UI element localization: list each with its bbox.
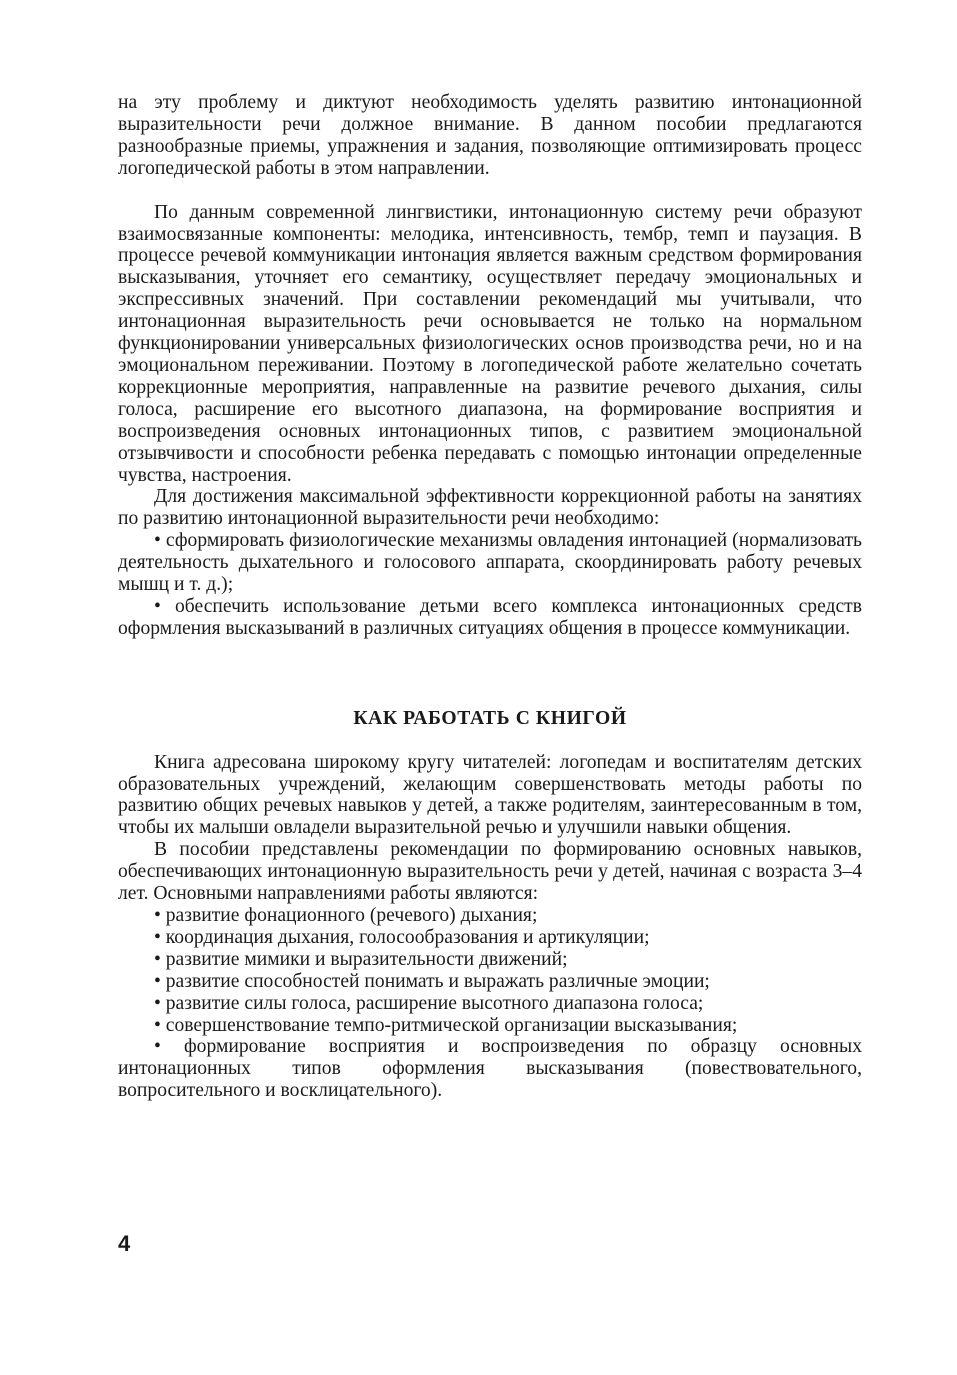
list-item: • сформировать физиологические механизмы овладения интонацией (нормализовать деятельность дыхательного и голосового аппарата, скоординировать работу речевых мышц и т. д.); [118,530,862,596]
directions-bullet-list [118,905,862,1102]
efficiency-bullet-list [118,530,862,640]
list-item: • координация дыхания, голосообразования и артикуляции; [154,926,650,948]
list-item: • совершенствование темпо-ритмической организации высказывания; [154,1014,738,1036]
page-number: 4 [118,1231,131,1256]
intro-continuation-paragraph: на эту проблему и диктуют необходимость уделять развитию интонационной выразительности речи должное внимание. В данном пособии предлагаются разнообразные приемы, упражнения и задания, позволяющие оптимизировать процесс логопедической работы в этом направлении. [118,92,862,179]
list-item: • формирование восприятия и воспроизведения по образцу основных интонационных типов оформления высказывания (повествовательного, вопросительного и восклицательного). [118,1036,862,1102]
directions-paragraph: В пособии представлены рекомендации по формированию основных навыков, обеспечивающих интонационную выразительность речи у детей, начиная с возраста 3–4 лет. Основными направлениями работы являются: [118,839,862,905]
list-item: • обеспечить использование детьми всего комплекса интонационных средств оформления высказываний в различных ситуациях общения в процессе коммуникации. [118,595,862,639]
audience-paragraph: Книга адресована широкому кругу читателей: логопедам и воспитателям детских образовательных учреждений, желающим совершенствовать методы работы по развитию общих речевых навыков у детей, а также родителям, заинтересованным в том, чтобы их малыши овладели выразительной речью и улучшили навыки общения. [118,751,862,839]
list-item: • развитие фонационного (речевого) дыхания; [154,905,538,926]
list-item: • развитие способностей понимать и выражать различные эмоции; [154,970,710,992]
page-body [118,92,862,1102]
efficiency-paragraph: Для достижения максимальной эффективности коррекционной работы на занятиях по развитию интонационной выразительности речи необходимо: [118,486,862,530]
list-item: • развитие мимики и выразительности движений; [154,948,568,970]
section-heading: КАК РАБОТАТЬ С КНИГОЙ [353,707,627,729]
linguistics-paragraph: По данным современной лингвистики, интонационную систему речи образуют взаимосвязанные компоненты: мелодика, интенсивность, тембр, темп и паузация. В процессе речевой коммуникации интонация является важным средством формирования высказывания, уточняет его семантику, осуществляет передачу эмоциональных и экспрессивных значений. При составлении рекомендаций мы учитывали, что интонационная выразительность речи основывается не только на нормальном функционировании универсальных физиологических основ производства речи, но и на эмоциональном переживании. Поэтому в логопедической работе желательно сочетать коррекционные мероприятия, направленные на развитие речевого дыхания, силы голоса, расширение его высотного диапазона, на формирование восприятия и воспроизведения основных интонационных типов, с развитием эмоциональной отзывчивости и способности ребенка передавать с помощью интонации определенные чувства, настроения. [118,201,862,486]
list-item: • развитие силы голоса, расширение высотного диапазона голоса; [154,992,704,1014]
